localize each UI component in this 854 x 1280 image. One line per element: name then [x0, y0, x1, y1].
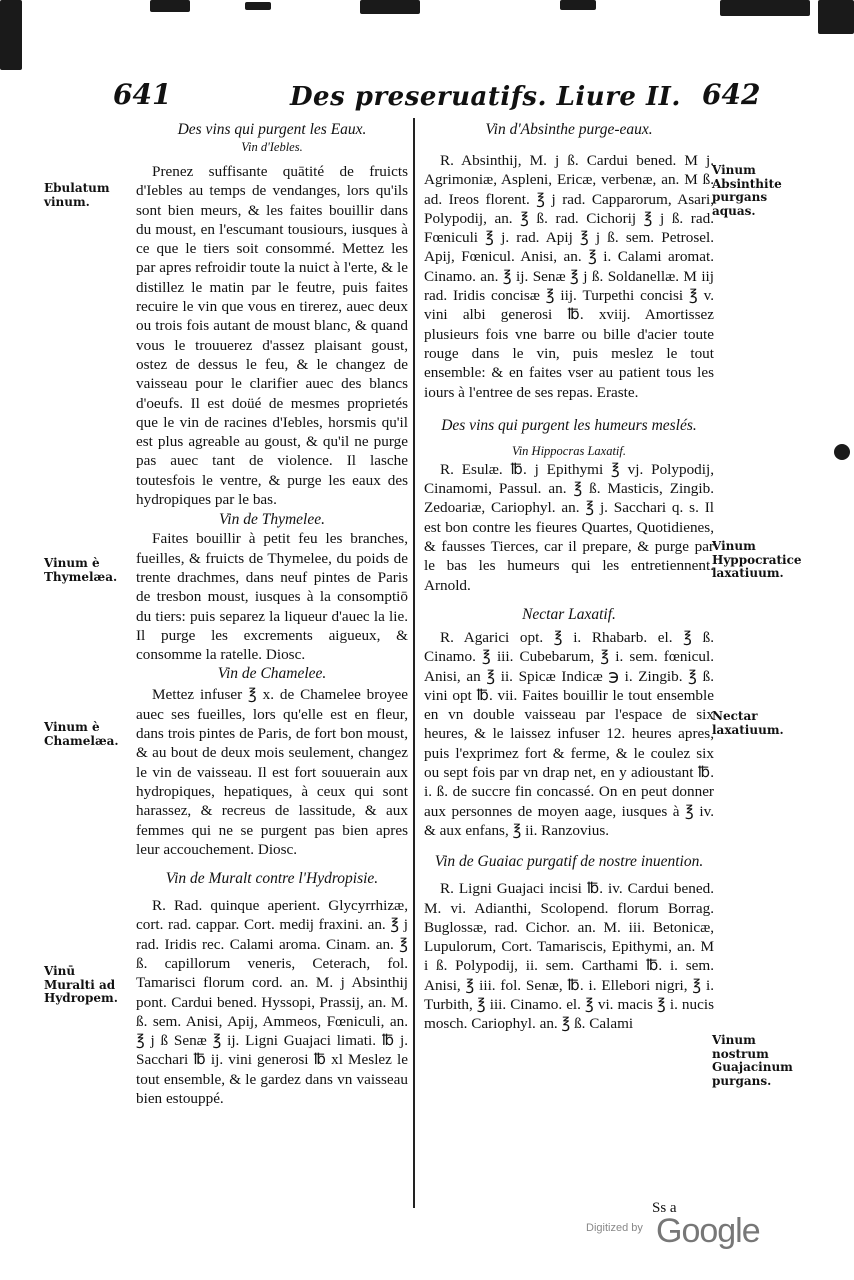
ink-blot [834, 444, 850, 460]
margin-note: Ebulatum vinum. [44, 181, 110, 209]
running-title: Des preseruatifs. Liure II. [290, 82, 681, 112]
section-subtitle: Vin d'Iebles. [241, 140, 303, 154]
ink-blot [360, 0, 420, 14]
margin-note: Vinū Muralti ad Hydropem. [44, 964, 118, 1005]
right-page-number: 642 [702, 78, 761, 111]
section-title: Des vins qui purgent les Eaux. [177, 121, 367, 138]
margin-note: Nectar laxatiuum. [712, 709, 784, 737]
ink-blot [150, 0, 190, 12]
section-text: R. Esulæ. ℔. j Epithymi ℥ vj. Polypodij, Cinamomi, Passul. an. ℥ ß. Masticis, Zingib. Zedoariæ, Cariophyl. an. ℥ j. Sacchari q. s. Il est bon contre les fieures Quartes, Quotidienes, & fausses Tierces, car il prepare, & purge par le bas les humeurs qui les entretiennent. Arnold. [424, 460, 714, 594]
section-title: Des vins qui purgent les humeurs meslés. [441, 416, 697, 434]
left-column [136, 120, 408, 1108]
ink-blot [818, 0, 854, 34]
margin-note: Vinum Hyppocratice laxatiuum. [712, 539, 802, 580]
margin-note: Vinum è Chamelæa. [44, 720, 119, 748]
column-divider [413, 118, 415, 1208]
section-title: Nectar Laxatif. [522, 605, 616, 623]
section-text: R. Absinthij, M. j ß. Cardui bened. M j. Agrimoniæ, Aspleni, Ericæ, verbenæ, an. M ß. ad. Ireos florent. ℥ j rad. Capparorum, Asari, Polypodij, an. ℥ ß. rad. Cichorij ℥ j ß. rad. Fœniculi ℥ j. rad. Apij ℥ j ß. sem. Petrosel. Apij, Fœnicul. Anisi, an. ℥ i. Calami aromat. Cinamo. an. ℥ ij. Senæ ℥ j ß. Soldanellæ. M iij rad. Iridis concisæ ℥ iij. Turpethi concisi ℥ v. vini albi generosi ℔. xviij. Amortissez plusieurs fois vne barre ou bille d'acier toute rouge dans le vin, puis meslez le tout ensemble: & en faites vser au patient tous les iours à l'entree de ses repas. Eraste. [424, 152, 714, 401]
ink-blot [560, 0, 596, 10]
digitized-by-label: Digitized by [586, 1222, 643, 1234]
ink-blot [0, 0, 22, 70]
section-text: Mettez infuser ℥ x. de Chamelee broyee auec ses fueilles, lors qu'elle est en fleur, dans trois pintes de Paris, de fort bon moust, & au bout de deux mois seulement, changez le vin de vaisseau. Il est fort souuerain aux hydropiques, hepatiques, à ceux qui sont harassez, & recreus de lassitude, & aux femmes qui ne se purgent pas bien apres leur accouchement. Diosc. [136, 686, 408, 858]
section-text: R. Rad. quinque aperient. Glycyrrhizæ, cort. rad. cappar. Cort. medij fraxini. an. ℥ j rad. Iridis rec. Calami aroma. Cinam. an. ℥ ß. capillorum veneris, Ceterach, fol. Tamarisci florum cord. an. M. j Absinthij pont. Cardui bened. Hyssopi, Prassij, an. M. ß. sem. Anisi, Apij, Ammeos, Fœniculi, an. ℥ j ß Senæ ℥ ij. Ligni Guajaci limati. ℔ j. Sacchari ℔ ij. vini generosi ℔ xl Meslez le tout ensemble, & le gardez dans vn vaisseau bien estouppé. [136, 897, 408, 1108]
section-text: R. Ligni Guajaci incisi ℔. iv. Cardui bened. M. vi. Adianthi, Scolopend. florum Borrag. Buglossæ, rad. Cichor. an. M. iii. Betonicæ, Lupulorum, Cort. Tamariscis, Epithymi, an. M i ß. Polypodij, ii. sem. Carthami ℔. i. sem. Anisi, ℥ iii. fol. Senæ, ℔. i. Ellebori nigri, ℥ i. Turbith, ℥ iii. Cinamo. el. ℥ vi. macis ℥ i. nucis mosch. Cariophyl. an. ℥ ß. Calami [424, 880, 714, 1033]
ink-blot [720, 0, 810, 16]
google-watermark: Google [656, 1212, 760, 1250]
section-text: R. Agarici opt. ℥ i. Rhabarb. el. ℥ ß. Cinamo. ℥ iii. Cubebarum, ℥ i. sem. fœnicul. Anisi, an ℥ ii. Spicæ Indicæ ℈ i. Zingib. ℥ ß. vini opt ℔. vii. Faites bouillir le tout ensemble en vn double vaisseau par l'espace de six heures, & le laissez infuser 12. heures apres, puis l'exprimez fort & ferme, & le coulez six ou sept fois par vn drap net, en y adioustant ℔. i. ß. de succre fin concassé. On en peut donner aux personnes de moyen aage, iusques à ℥ iv. & aux enfans, ℥ ii. Ranzovius. [424, 628, 714, 839]
signature-mark: Ss a [652, 1200, 677, 1216]
section-title: Vin de Guaiac purgatif de nostre inuention. [434, 853, 704, 871]
section-title: Vin de Thymelee. [218, 511, 326, 529]
margin-note: Vinum nostrum Guajacinum purgans. [712, 1033, 793, 1088]
section-subtitle: Vin Hippocras Laxatif. [511, 443, 626, 458]
section-text: Prenez suffisante quātité de fruicts d'Iebles au temps de vendanges, lors qu'ils sont bien meurs, & les faites bouillir dans du moust, en l'escumant tousiours, iusques à ce que le tiers soit consommé. Mettez les par apres refroidir toute la nuict à l'erte, & le distillez le matin par le feutre, puis faites recuire le vin que vous en tirerez, auec deux ou trois fois autant de moust blanc, & quand vous le trouuerez d'assez plaisant goust, ostez de dessus le feu, & le changez de vaisseau pour le clarifier auec des blancs d'oeufs. Il est doüé de mesmes proprietés que le vin de racines d'Iebles, horsmis qu'il est plus agreable au goust, & qu'il ne purge pas auec tant de violence. Il lasche toutesfois le ventre, & purge les eaux des hydropiques par le bas. [136, 163, 408, 509]
margin-note: Vinum Absinthite purgans aquas. [712, 163, 782, 218]
ink-blot [245, 2, 271, 10]
margin-note: Vinum è Thymelæa. [44, 556, 118, 584]
section-title: Vin de Chamelee. [217, 665, 327, 683]
section-title: Vin d'Absinthe purge-eaux. [485, 121, 653, 138]
section-text: Faites bouillir à petit feu les branches, fueilles, & fruicts de Thymelee, du poids de trente drachmes, dans neuf pintes de Paris de tresbon moust, iusques à la consomptiō du tiers: puis separez la liqueur d'auec la lie. Il purge les excrements aigueux, & consomme la ratelle. Diosc. [136, 530, 408, 664]
running-header [0, 78, 854, 118]
left-page-number: 641 [113, 78, 172, 111]
right-column [424, 120, 714, 1034]
section-title: Vin de Muralt contre l'Hydropisie. [165, 870, 379, 888]
